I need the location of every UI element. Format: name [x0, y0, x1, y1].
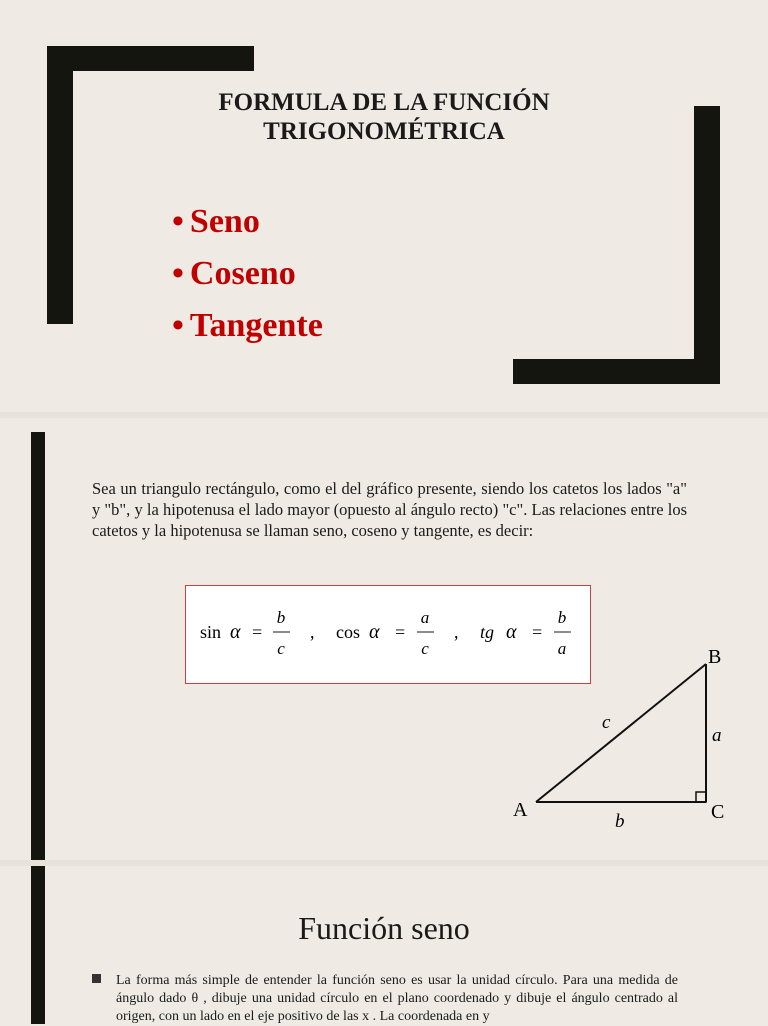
left-accent-bar [31, 432, 45, 864]
slide-title [0, 0, 768, 410]
frame-bottom-right-vertical [694, 106, 720, 384]
sin-denominator: c [277, 639, 285, 658]
square-bullet-icon [92, 974, 101, 983]
frame-top-left-vertical [47, 46, 73, 324]
sin-numerator: b [276, 608, 286, 627]
comma: , [454, 622, 459, 642]
tg-denominator: a [557, 639, 567, 658]
side-a-label: a [712, 725, 722, 746]
frame-bottom-right-horizontal [513, 359, 720, 384]
list-item-coseno [172, 248, 323, 300]
cos-label: cos [336, 622, 360, 642]
slide-sine-function [0, 866, 768, 1024]
list-item-label: Tangente [189, 307, 323, 344]
section-title: Función seno [298, 910, 470, 946]
function-list [172, 196, 323, 352]
side-b-label: b [615, 811, 625, 832]
equals-sign: = [532, 622, 543, 642]
hypotenuse [536, 664, 706, 802]
equals-sign: = [395, 622, 406, 642]
angle-symbol: α [230, 621, 241, 643]
slide-definitions [0, 420, 768, 860]
intro-paragraph: Sea un triangulo rectángulo, como el del gráfico presente, siendo los catetos los lados "a" y "b", y la hipotenusa el lado mayor (opuesto al ángulo recto) "c". Las relaciones entre los catetos y la hipotenusa se llaman seno, coseno y tangente, es decir: [92, 479, 687, 540]
cos-numerator: a [420, 608, 430, 627]
frame-top-left-horizontal [47, 46, 254, 71]
bullet-icon: • [172, 255, 184, 292]
bullet-icon: • [172, 307, 184, 344]
angle-symbol: α [369, 621, 380, 643]
angle-symbol: α [506, 621, 517, 643]
tg-label: tg [480, 622, 495, 642]
section-text: La forma más simple de entender la función seno es usar la unidad círculo. Para una medida de ángulo dado θ , dibuje una unidad círculo en el plano coordenado y dibuje el ángulo centrado al origen, con un lado en el eje positivo de las x . La coordenada en y [116, 973, 678, 1024]
list-item-seno [172, 196, 323, 248]
cos-denominator: c [421, 639, 429, 658]
right-angle-marker [696, 792, 706, 802]
sin-label: sin [200, 622, 222, 642]
bullet-icon: • [172, 203, 184, 240]
right-triangle-diagram [500, 638, 750, 838]
page-title: FORMULA DE LA FUNCIÓN TRIGONOMÉTRICA [218, 89, 550, 145]
tg-numerator: b [557, 608, 567, 627]
list-item-label: Seno [189, 203, 260, 240]
equals-sign: = [252, 622, 263, 642]
comma: , [310, 622, 315, 642]
slide-separator [0, 412, 768, 418]
side-c-label: c [602, 712, 611, 733]
vertex-c-label: C [711, 801, 725, 823]
vertex-a-label: A [513, 799, 528, 821]
list-item-tangente [172, 300, 323, 352]
vertex-b-label: B [708, 646, 722, 668]
list-item-label: Coseno [189, 255, 296, 292]
